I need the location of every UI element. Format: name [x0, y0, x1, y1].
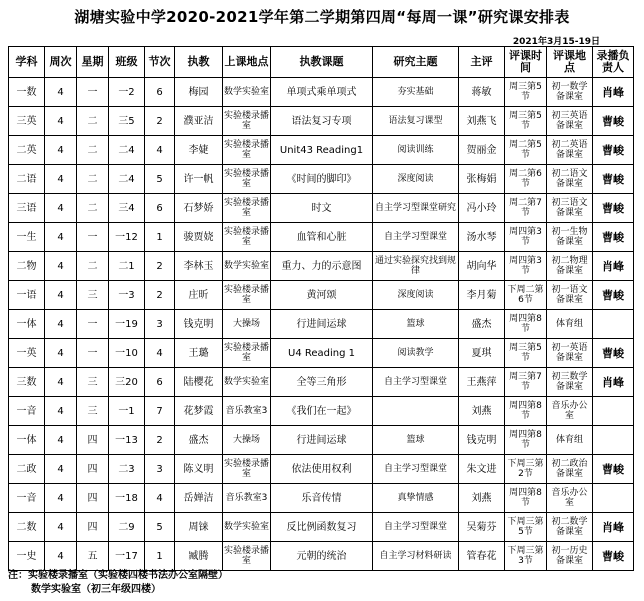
class-cell: 三4 — [109, 194, 145, 223]
subject-cell: 三数 — [9, 368, 45, 397]
reviewer-cell: 胡向华 — [459, 252, 505, 281]
recording-staff-cell: 曹峻 — [593, 339, 634, 368]
week-cell: 4 — [45, 310, 77, 339]
weekday-cell: 四 — [77, 426, 109, 455]
review-time-cell: 周三第5节 — [505, 78, 547, 107]
location-cell: 数学实验室 — [223, 368, 271, 397]
reviewer-cell: 贺丽金 — [459, 136, 505, 165]
location-cell: 实验楼录播室 — [223, 194, 271, 223]
teacher-cell: 陆樱花 — [175, 368, 223, 397]
weekday-cell: 二 — [77, 194, 109, 223]
research-theme-cell: 阅读训练 — [373, 136, 459, 165]
topic-cell: 全等三角形 — [271, 368, 373, 397]
week-cell: 4 — [45, 397, 77, 426]
research-theme-cell: 真挚情感 — [373, 484, 459, 513]
location-cell: 音乐教室3 — [223, 484, 271, 513]
teacher-cell: 石梦娇 — [175, 194, 223, 223]
week-cell: 4 — [45, 194, 77, 223]
review-time-cell: 周四第8节 — [505, 397, 547, 426]
week-cell: 4 — [45, 252, 77, 281]
research-theme-cell: 自主学习型课堂研究 — [373, 194, 459, 223]
subject-cell: 一语 — [9, 281, 45, 310]
week-cell: 4 — [45, 107, 77, 136]
table-row — [9, 426, 634, 455]
period-cell: 1 — [145, 223, 175, 252]
location-cell: 实验楼录播室 — [223, 339, 271, 368]
topic-cell: 乐音传情 — [271, 484, 373, 513]
schedule-table — [8, 46, 634, 571]
column-header: 研究主题 — [373, 47, 459, 78]
reviewer-cell: 蒋敏 — [459, 78, 505, 107]
review-time-cell: 周四第3节 — [505, 252, 547, 281]
location-cell: 实验楼录播室 — [223, 542, 271, 571]
research-theme-cell: 阅读教学 — [373, 339, 459, 368]
review-time-cell: 周四第3节 — [505, 223, 547, 252]
table-row — [9, 78, 634, 107]
research-theme-cell: 自主学习型课堂 — [373, 455, 459, 484]
table-row — [9, 542, 634, 571]
class-cell: 二1 — [109, 252, 145, 281]
week-cell: 4 — [45, 223, 77, 252]
teacher-cell: 花梦霞 — [175, 397, 223, 426]
review-time-cell: 下周二第6节 — [505, 281, 547, 310]
period-cell: 5 — [145, 513, 175, 542]
date-range: 2021年3月15-19日 — [512, 37, 600, 47]
research-theme-cell: 自主学习型课堂 — [373, 368, 459, 397]
topic-cell: 血管和心脏 — [271, 223, 373, 252]
recording-staff-cell: 曹峻 — [593, 107, 634, 136]
research-theme-cell: 自主学习型课堂 — [373, 223, 459, 252]
table-row — [9, 310, 634, 339]
location-cell: 实验楼录播室 — [223, 281, 271, 310]
topic-cell: 行进间运球 — [271, 426, 373, 455]
period-cell: 4 — [145, 136, 175, 165]
period-cell: 4 — [145, 484, 175, 513]
period-cell: 2 — [145, 426, 175, 455]
location-cell: 音乐教室3 — [223, 397, 271, 426]
review-location-cell: 初一生物备课室 — [547, 223, 593, 252]
teacher-cell: 骏贾娆 — [175, 223, 223, 252]
table-row — [9, 107, 634, 136]
column-header: 上课地点 — [223, 47, 271, 78]
class-cell: 一3 — [109, 281, 145, 310]
table-row — [9, 339, 634, 368]
review-time-cell: 周三第5节 — [505, 107, 547, 136]
subject-cell: 一体 — [9, 426, 45, 455]
reviewer-cell: 李月菊 — [459, 281, 505, 310]
week-cell: 4 — [45, 339, 77, 368]
topic-cell: 依法使用权利 — [271, 455, 373, 484]
weekday-cell: 二 — [77, 107, 109, 136]
review-location-cell: 初一数学备课室 — [547, 78, 593, 107]
table-row — [9, 397, 634, 426]
review-time-cell: 周二第7节 — [505, 194, 547, 223]
weekday-cell: 二 — [77, 165, 109, 194]
table-row — [9, 368, 634, 397]
research-theme-cell — [373, 397, 459, 426]
column-header: 星期 — [77, 47, 109, 78]
table-body — [9, 78, 634, 571]
review-location-cell: 初一历史备课室 — [547, 542, 593, 571]
review-location-cell: 体育组 — [547, 426, 593, 455]
recording-staff-cell: 肖峰 — [593, 78, 634, 107]
weekday-cell: 三 — [77, 397, 109, 426]
period-cell: 1 — [145, 542, 175, 571]
table-row — [9, 136, 634, 165]
research-theme-cell: 语法复习课型 — [373, 107, 459, 136]
topic-cell: 重力、力的示意图 — [271, 252, 373, 281]
column-header: 主评 — [459, 47, 505, 78]
note-line: 注：实验楼录播室（实验楼四楼书法办公室隔壁） — [8, 570, 228, 581]
reviewer-cell: 刘燕 — [459, 484, 505, 513]
class-cell: 一17 — [109, 542, 145, 571]
research-theme-cell: 自主学习材料研读 — [373, 542, 459, 571]
research-theme-cell: 自主学习型课堂 — [373, 513, 459, 542]
recording-staff-cell — [593, 426, 634, 455]
review-location-cell: 初三英语备课室 — [547, 107, 593, 136]
recording-staff-cell: 曹峻 — [593, 165, 634, 194]
recording-staff-cell — [593, 484, 634, 513]
recording-staff-cell: 曹峻 — [593, 194, 634, 223]
page-title: 湖塘实验中学2020-2021学年第二学期第四周“每周一课”研究课安排表 — [74, 8, 570, 26]
recording-staff-cell: 肖峰 — [593, 252, 634, 281]
period-cell: 6 — [145, 78, 175, 107]
review-time-cell: 周四第8节 — [505, 310, 547, 339]
reviewer-cell: 王燕萍 — [459, 368, 505, 397]
review-time-cell: 周三第7节 — [505, 368, 547, 397]
review-location-cell: 初一语文备课室 — [547, 281, 593, 310]
class-cell: 二4 — [109, 165, 145, 194]
table-row — [9, 281, 634, 310]
week-cell: 4 — [45, 484, 77, 513]
class-cell: 一2 — [109, 78, 145, 107]
column-header: 周次 — [45, 47, 77, 78]
period-cell: 7 — [145, 397, 175, 426]
weekday-cell: 一 — [77, 339, 109, 368]
recording-staff-cell: 肖峰 — [593, 368, 634, 397]
reviewer-cell: 盛杰 — [459, 310, 505, 339]
teacher-cell: 李林玉 — [175, 252, 223, 281]
review-time-cell: 下周三第2节 — [505, 455, 547, 484]
topic-cell: 《我们在一起》 — [271, 397, 373, 426]
reviewer-cell: 刘燕飞 — [459, 107, 505, 136]
location-cell: 实验楼录播室 — [223, 136, 271, 165]
reviewer-cell: 汤水琴 — [459, 223, 505, 252]
subject-cell: 一体 — [9, 310, 45, 339]
recording-staff-cell: 曹峻 — [593, 281, 634, 310]
topic-cell: 单项式乘单项式 — [271, 78, 373, 107]
column-header: 执教 — [175, 47, 223, 78]
class-cell: 一1 — [109, 397, 145, 426]
period-cell: 5 — [145, 165, 175, 194]
review-location-cell: 初二英语备课室 — [547, 136, 593, 165]
review-location-cell: 初二语文备课室 — [547, 165, 593, 194]
class-cell: 一18 — [109, 484, 145, 513]
week-cell: 4 — [45, 542, 77, 571]
teacher-cell: 岳婵洁 — [175, 484, 223, 513]
teacher-cell: 濮亚洁 — [175, 107, 223, 136]
period-cell: 6 — [145, 368, 175, 397]
period-cell: 2 — [145, 107, 175, 136]
teacher-cell: 梅园 — [175, 78, 223, 107]
period-cell: 6 — [145, 194, 175, 223]
teacher-cell: 王璐 — [175, 339, 223, 368]
location-cell: 数学实验室 — [223, 252, 271, 281]
topic-cell: 黄河颂 — [271, 281, 373, 310]
class-cell: 一19 — [109, 310, 145, 339]
period-cell: 3 — [145, 455, 175, 484]
review-time-cell: 下周三第5节 — [505, 513, 547, 542]
weekday-cell: 五 — [77, 542, 109, 571]
column-header: 班级 — [109, 47, 145, 78]
recording-staff-cell: 曹峻 — [593, 223, 634, 252]
table-row — [9, 455, 634, 484]
weekday-cell: 一 — [77, 223, 109, 252]
week-cell: 4 — [45, 281, 77, 310]
reviewer-cell: 朱文进 — [459, 455, 505, 484]
topic-cell: U4 Reading 1 — [271, 339, 373, 368]
review-location-cell: 初二物理备课室 — [547, 252, 593, 281]
subject-cell: 一史 — [9, 542, 45, 571]
weekday-cell: 一 — [77, 310, 109, 339]
topic-cell: 行进间运球 — [271, 310, 373, 339]
period-cell: 4 — [145, 339, 175, 368]
subject-cell: 一音 — [9, 397, 45, 426]
column-header: 评课时间 — [505, 47, 547, 78]
location-cell: 实验楼录播室 — [223, 455, 271, 484]
weekday-cell: 四 — [77, 455, 109, 484]
review-location-cell: 初二数学备课室 — [547, 513, 593, 542]
review-location-cell: 音乐办公室 — [547, 484, 593, 513]
review-location-cell: 初三语文备课室 — [547, 194, 593, 223]
table-row — [9, 484, 634, 513]
subject-cell: 三英 — [9, 107, 45, 136]
research-theme-cell: 篮球 — [373, 426, 459, 455]
week-cell: 4 — [45, 426, 77, 455]
teacher-cell: 盛杰 — [175, 426, 223, 455]
period-cell: 3 — [145, 310, 175, 339]
notes — [8, 569, 228, 597]
recording-staff-cell: 肖峰 — [593, 513, 634, 542]
period-cell: 2 — [145, 281, 175, 310]
subject-cell: 一音 — [9, 484, 45, 513]
location-cell: 实验楼录播室 — [223, 165, 271, 194]
research-theme-cell: 深度阅读 — [373, 165, 459, 194]
weekday-cell: 四 — [77, 513, 109, 542]
teacher-cell: 李婕 — [175, 136, 223, 165]
subject-cell: 一数 — [9, 78, 45, 107]
week-cell: 4 — [45, 455, 77, 484]
class-cell: 二4 — [109, 136, 145, 165]
reviewer-cell: 张梅娟 — [459, 165, 505, 194]
recording-staff-cell: 曹峻 — [593, 542, 634, 571]
teacher-cell: 臧腾 — [175, 542, 223, 571]
subject-cell: 二物 — [9, 252, 45, 281]
research-theme-cell: 夯实基础 — [373, 78, 459, 107]
weekday-cell: 四 — [77, 484, 109, 513]
subject-cell: 一生 — [9, 223, 45, 252]
subject-cell: 一英 — [9, 339, 45, 368]
class-cell: 一13 — [109, 426, 145, 455]
table-row — [9, 223, 634, 252]
period-cell: 2 — [145, 252, 175, 281]
week-cell: 4 — [45, 513, 77, 542]
reviewer-cell: 钱克明 — [459, 426, 505, 455]
teacher-cell: 陈义明 — [175, 455, 223, 484]
recording-staff-cell — [593, 310, 634, 339]
location-cell: 数学实验室 — [223, 78, 271, 107]
table-row — [9, 252, 634, 281]
subject-cell: 三语 — [9, 194, 45, 223]
research-theme-cell: 深度阅读 — [373, 281, 459, 310]
week-cell: 4 — [45, 78, 77, 107]
weekday-cell: 二 — [77, 136, 109, 165]
location-cell: 实验楼录播室 — [223, 107, 271, 136]
subject-cell: 二政 — [9, 455, 45, 484]
review-location-cell: 初三数学备课室 — [547, 368, 593, 397]
research-theme-cell: 篮球 — [373, 310, 459, 339]
recording-staff-cell: 曹峻 — [593, 136, 634, 165]
table-row — [9, 194, 634, 223]
review-time-cell: 周二第6节 — [505, 165, 547, 194]
topic-cell: 《时间的脚印》 — [271, 165, 373, 194]
reviewer-cell: 刘燕 — [459, 397, 505, 426]
subject-cell: 二数 — [9, 513, 45, 542]
weekday-cell: 三 — [77, 368, 109, 397]
reviewer-cell: 夏琪 — [459, 339, 505, 368]
week-cell: 4 — [45, 165, 77, 194]
review-location-cell: 音乐办公室 — [547, 397, 593, 426]
review-time-cell: 周四第8节 — [505, 484, 547, 513]
class-cell: 一10 — [109, 339, 145, 368]
topic-cell: 时文 — [271, 194, 373, 223]
reviewer-cell: 冯小玲 — [459, 194, 505, 223]
class-cell: 三5 — [109, 107, 145, 136]
weekday-cell: 二 — [77, 252, 109, 281]
location-cell: 实验楼录播室 — [223, 223, 271, 252]
review-time-cell: 周三第5节 — [505, 339, 547, 368]
teacher-cell: 许一帆 — [175, 165, 223, 194]
teacher-cell: 周铼 — [175, 513, 223, 542]
review-location-cell: 体育组 — [547, 310, 593, 339]
research-theme-cell: 通过实验探究找到规律 — [373, 252, 459, 281]
reviewer-cell: 管春花 — [459, 542, 505, 571]
topic-cell: Unit43 Reading1 — [271, 136, 373, 165]
weekday-cell: 三 — [77, 281, 109, 310]
location-cell: 大操场 — [223, 426, 271, 455]
table-row — [9, 165, 634, 194]
topic-cell: 反比例函数复习 — [271, 513, 373, 542]
review-location-cell: 初二政治备课室 — [547, 455, 593, 484]
column-header: 评课地点 — [547, 47, 593, 78]
review-time-cell: 下周三第3节 — [505, 542, 547, 571]
header-row — [9, 47, 634, 78]
column-header: 执教课题 — [271, 47, 373, 78]
column-header: 录播负责人 — [593, 47, 634, 78]
column-header: 学科 — [9, 47, 45, 78]
topic-cell: 语法复习专项 — [271, 107, 373, 136]
subject-cell: 二英 — [9, 136, 45, 165]
teacher-cell: 钱克明 — [175, 310, 223, 339]
reviewer-cell: 吴菊芬 — [459, 513, 505, 542]
subject-cell: 二语 — [9, 165, 45, 194]
column-header: 节次 — [145, 47, 175, 78]
recording-staff-cell: 曹峻 — [593, 455, 634, 484]
location-cell: 数学实验室 — [223, 513, 271, 542]
review-location-cell: 初一英语备课室 — [547, 339, 593, 368]
week-cell: 4 — [45, 136, 77, 165]
class-cell: 一12 — [109, 223, 145, 252]
teacher-cell: 庄昕 — [175, 281, 223, 310]
review-time-cell: 周四第8节 — [505, 426, 547, 455]
class-cell: 二9 — [109, 513, 145, 542]
class-cell: 二3 — [109, 455, 145, 484]
weekday-cell: 一 — [77, 78, 109, 107]
review-time-cell: 周二第5节 — [505, 136, 547, 165]
table-row — [9, 513, 634, 542]
note-line: 数学实验室（初三年级四楼） — [31, 584, 161, 595]
week-cell: 4 — [45, 368, 77, 397]
class-cell: 三20 — [109, 368, 145, 397]
topic-cell: 元朝的统治 — [271, 542, 373, 571]
location-cell: 大操场 — [223, 310, 271, 339]
recording-staff-cell — [593, 397, 634, 426]
